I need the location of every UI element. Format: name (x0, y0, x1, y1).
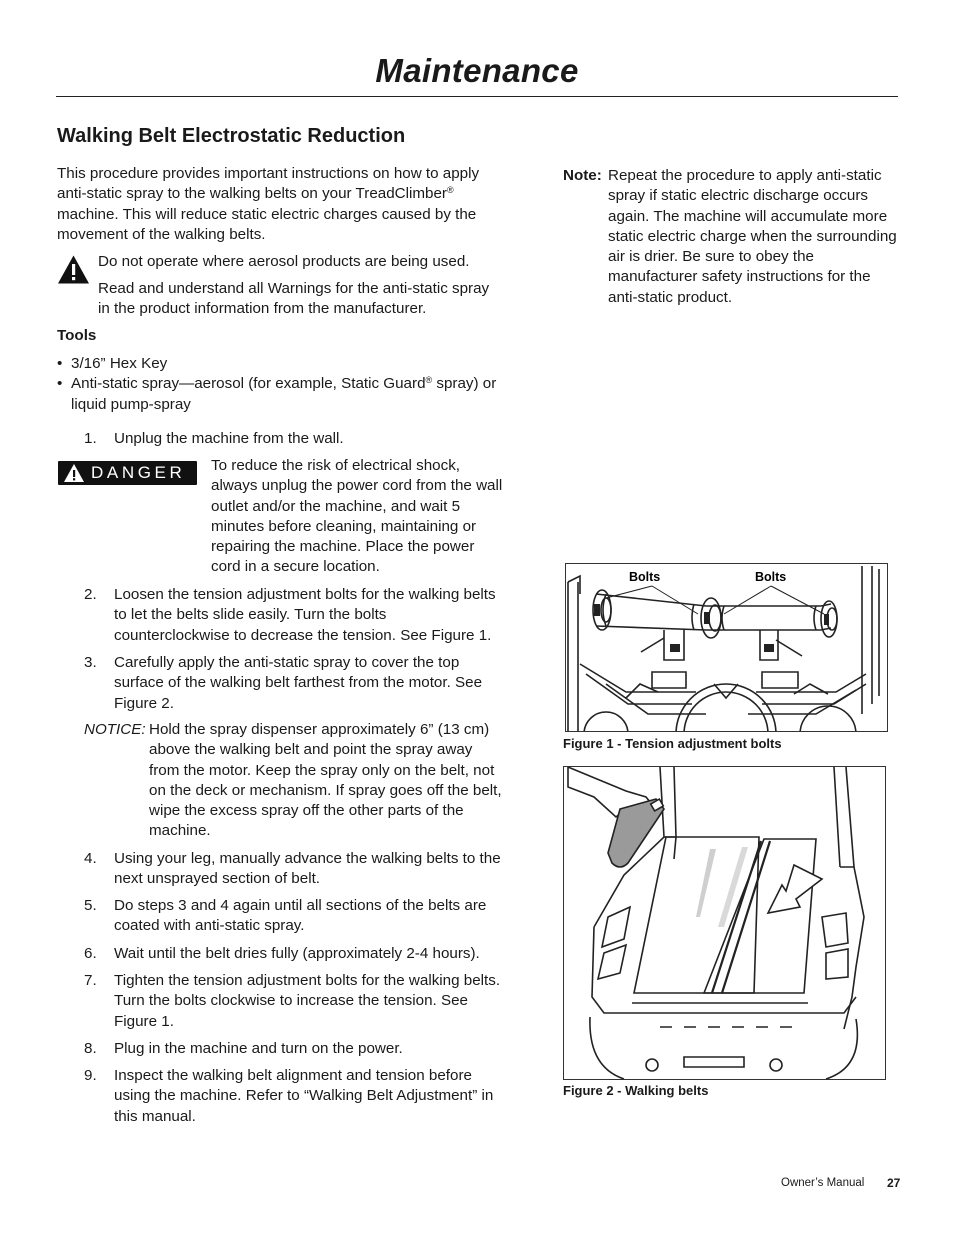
notice-label: NOTICE: (84, 721, 146, 738)
step-2 (84, 585, 502, 646)
step-number: 3. (84, 654, 97, 671)
warning-triangle-icon (57, 254, 90, 285)
warning-line-1: Do not operate where aerosol products are being used. (98, 253, 470, 270)
step-text: Using your leg, manually advance the walking belts to the next unsprayed section of belt. (114, 850, 501, 888)
step-4 (84, 849, 502, 890)
tools-item (57, 374, 502, 415)
registered-mark: ® (447, 185, 454, 196)
step-number: 8. (84, 1040, 97, 1057)
figure-1-caption: Figure 1 - Tension adjustment bolts (563, 736, 782, 751)
step-6 (84, 944, 502, 964)
step-number: 5. (84, 897, 97, 914)
intro-text-a: This procedure provides important instructions on how to apply anti-static spray to the walking belts on your TreadClimber (57, 165, 480, 203)
step-text: Plug in the machine and turn on the power. (114, 1040, 403, 1057)
page-title: Maintenance (375, 52, 579, 89)
walking-belts-illustration (564, 767, 885, 1079)
intro-paragraph (57, 164, 502, 245)
step-number: 1. (84, 430, 97, 447)
figure-1-label-right: Bolts (755, 570, 787, 584)
footer-label: Owner’s Manual (781, 1177, 865, 1189)
step-number: 4. (84, 850, 97, 867)
section-heading: Walking Belt Electrostatic Reduction (57, 125, 406, 147)
step-text: Loosen the tension adjustment bolts for the walking belts to let the belts slide easily. Turn the bolts counterclockwise to decrease the tension. See Figure 1. (114, 586, 496, 644)
step-7 (84, 971, 502, 1032)
step-3 (84, 653, 502, 714)
note-block (563, 166, 898, 308)
figure-1-label-left: Bolts (629, 570, 661, 584)
tools-item-text: 3/16” Hex Key (71, 355, 168, 372)
note-text: Repeat the procedure to apply anti-static spray if static electric discharge occurs again. The machine will accumulate more static electric charge when the surrounding air is drier. Be sure to obey the manufacturer safety instructions for the anti-static product. (608, 167, 897, 306)
step-number: 2. (84, 586, 97, 603)
danger-warning-icon (63, 463, 85, 483)
step-8 (84, 1039, 502, 1059)
step-text: Carefully apply the anti-static spray to cover the top surface of the walking belt farthest from the motor. See Figure 2. (114, 654, 483, 712)
tools-item-text: Anti-static spray—aerosol (for example, Static Guard® spray) or liquid pump-spray (71, 375, 497, 413)
bullet: • (57, 355, 63, 372)
note-label: Note: (563, 167, 602, 184)
registered-mark: ® (425, 375, 433, 386)
figure-1-image (565, 563, 888, 732)
warning-line-2: Read and understand all Warnings for the anti-static spray in the product information from the manufacturer. (98, 280, 490, 318)
step-9 (84, 1066, 502, 1127)
danger-label: DANGER (91, 463, 186, 482)
figure-2-caption: Figure 2 - Walking belts (563, 1083, 709, 1098)
step-text: Tighten the tension adjustment bolts for the walking belts. Turn the bolts clockwise to increase the tension. See Figure 1. (114, 972, 501, 1030)
step-number: 6. (84, 945, 97, 962)
step-5 (84, 896, 502, 937)
tools-heading: Tools (57, 327, 97, 344)
step-number: 9. (84, 1067, 97, 1084)
title-divider (56, 96, 898, 97)
step-text: Wait until the belt dries fully (approximately 2-4 hours). (114, 945, 480, 962)
danger-text: To reduce the risk of electrical shock, always unplug the power cord from the wall outlet and/or the machine, and wait 5 minutes before cleaning, maintaining or repairing the machine. Place the power cord in a secure location. (211, 457, 503, 576)
tools-list (57, 354, 502, 415)
notice-text: Hold the spray dispenser approximately 6” (13 cm) above the walking belt and point the spray away from the motor. Keep the spray only on the belt, not on the deck or mechanism. If spray goes off the belt, wipe the excess spray off the other parts of the machine. (149, 721, 502, 840)
tension-bolts-illustration (566, 564, 887, 731)
step-text: Unplug the machine from the wall. (114, 430, 344, 447)
notice-block (84, 720, 502, 842)
danger-badge (58, 461, 197, 485)
page-number: 27 (887, 1176, 901, 1190)
step-text: Do steps 3 and 4 again until all sections of the belts are coated with anti-static spray. (114, 897, 487, 935)
step-number: 7. (84, 972, 97, 989)
step-1 (84, 429, 502, 449)
figure-2-image (563, 766, 886, 1080)
bullet: • (57, 375, 63, 393)
step-text: Inspect the walking belt alignment and tension before using the machine. Refer to “Walking Belt Adjustment” in this manual. (114, 1067, 494, 1125)
tools-item (57, 354, 502, 374)
intro-text-b: machine. This will reduce static electric charges caused by the movement of the walking belts. (57, 205, 477, 243)
